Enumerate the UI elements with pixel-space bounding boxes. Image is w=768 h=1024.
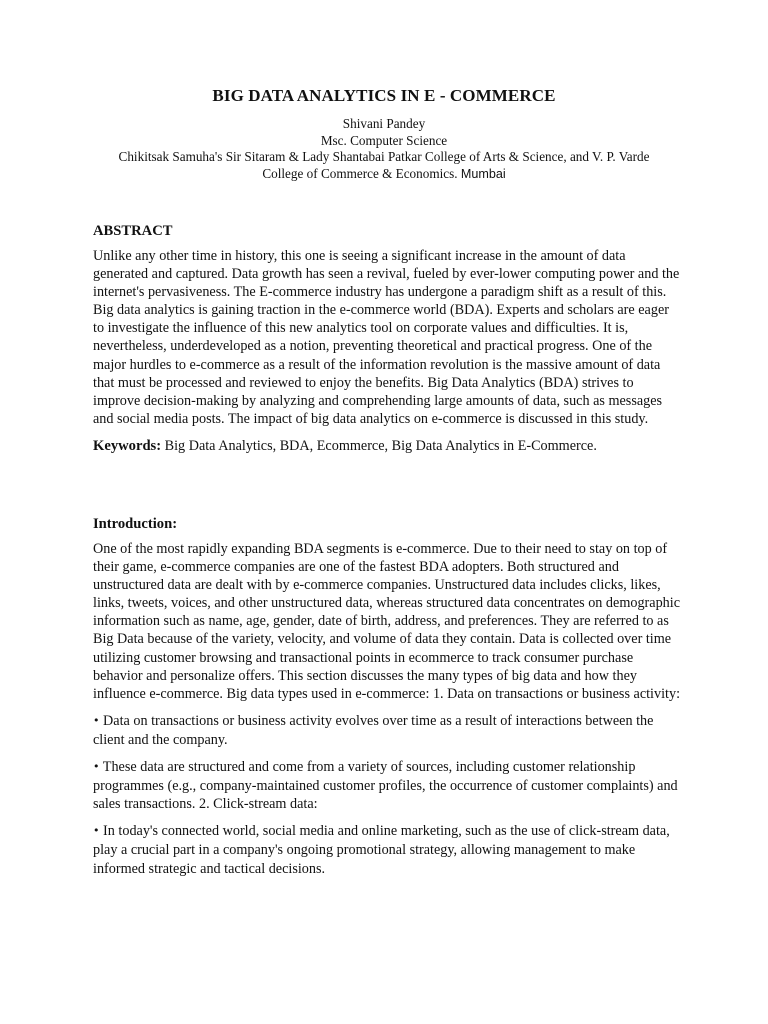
affiliation-line-2 bbox=[60, 166, 708, 183]
introduction-heading: Introduction: bbox=[93, 516, 178, 532]
keywords-text: Big Data Analytics, BDA, Ecommerce, Big Data Analytics in E-Commerce. bbox=[164, 437, 597, 454]
abstract-text: Unlike any other time in history, this one is seeing a significant increase in the amount of data generated and captured. Data growth has seen a revival, fueled by ever-lower computing power and the internet's pervasiveness. The E-commerce industry has undergone a paradigm shift as a result of this. Big data analytics is gaining traction in the e-commerce world (BDA). Experts and scholars are eager to investigate the influence of this new analytics tool on corporate values and difficulties. It is, nevertheless, underdeveloped as a notion, preventing theoretical and practical progress. One of the major hurdles to e-commerce as a result of the information revolution is the massive amount of data that must be processed and reviewed to enjoy the benefits. Big Data Analytics (BDA) strives to improve decision-making by analyzing and comprehending large amounts of data, such as messages and social media posts. The impact of big data analytics on e-commerce is discussed in this study. bbox=[93, 248, 680, 427]
bullet-icon: • bbox=[93, 760, 100, 774]
bullet-icon: • bbox=[93, 713, 100, 727]
keywords-line bbox=[93, 437, 683, 455]
bullet-text: These data are structured and come from a variety of sources, including customer relationship programmes (e.g., company-maintained customer profiles, the occurrence of customer complaints) and sales transactions. 2. Click-stream data: bbox=[93, 759, 678, 813]
bullet-item bbox=[93, 822, 683, 877]
keywords-label: Keywords: bbox=[93, 437, 162, 454]
abstract-section bbox=[93, 222, 683, 464]
author-degree: Msc. Computer Science bbox=[320, 132, 448, 148]
affiliation-college: College of Commerce & Economics. bbox=[262, 165, 458, 181]
bullet-text: Data on transactions or business activity evolves over time as a result of interactions between the client and the company. bbox=[93, 712, 654, 748]
introduction-paragraph: One of the most rapidly expanding BDA segments is e-commerce. Due to their need to stay on top of their game, e-commerce companies are one of the fastest BDA adopters. Both structured and unstructured data are dealt with by e-commerce companies. Unstructured data includes clicks, likes, links, tweets, voices, and other unstructured data, whereas structured data concentrates on demographic information such as name, age, gender, date of birth, address, and preferences. They are referred to as Big Data because of the variety, velocity, and volume of data they contain. Data is collected over time utilizing customer browsing and transactional points in ecommerce to track consumer purchase behavior and personalize offers. This section discusses the many types of big data and how they influence e-commerce. Big data types used in e-commerce: 1. Data on transactions or business activity: bbox=[93, 541, 681, 702]
paper-header bbox=[60, 86, 708, 182]
bullet-icon: • bbox=[93, 824, 100, 838]
affiliation-line-1: Chikitsak Samuha's Sir Sitaram & Lady Shantabai Patkar College of Arts & Science, and V. P. Varde bbox=[118, 149, 650, 164]
paper-title: BIG DATA ANALYTICS IN E - COMMERCE bbox=[212, 86, 556, 105]
bullet-text: In today's connected world, social media and online marketing, such as the use of click-stream data, play a crucial part in a company's ongoing promotional strategy, allowing management to make informed strategic and tactical decisions. bbox=[93, 823, 670, 877]
affiliation-city: Mumbai bbox=[460, 166, 506, 181]
abstract-heading: ABSTRACT bbox=[93, 223, 173, 239]
bullet-item bbox=[93, 758, 683, 813]
introduction-section bbox=[93, 515, 683, 887]
author-name: Shivani Pandey bbox=[342, 116, 426, 131]
bullet-item bbox=[93, 712, 683, 749]
